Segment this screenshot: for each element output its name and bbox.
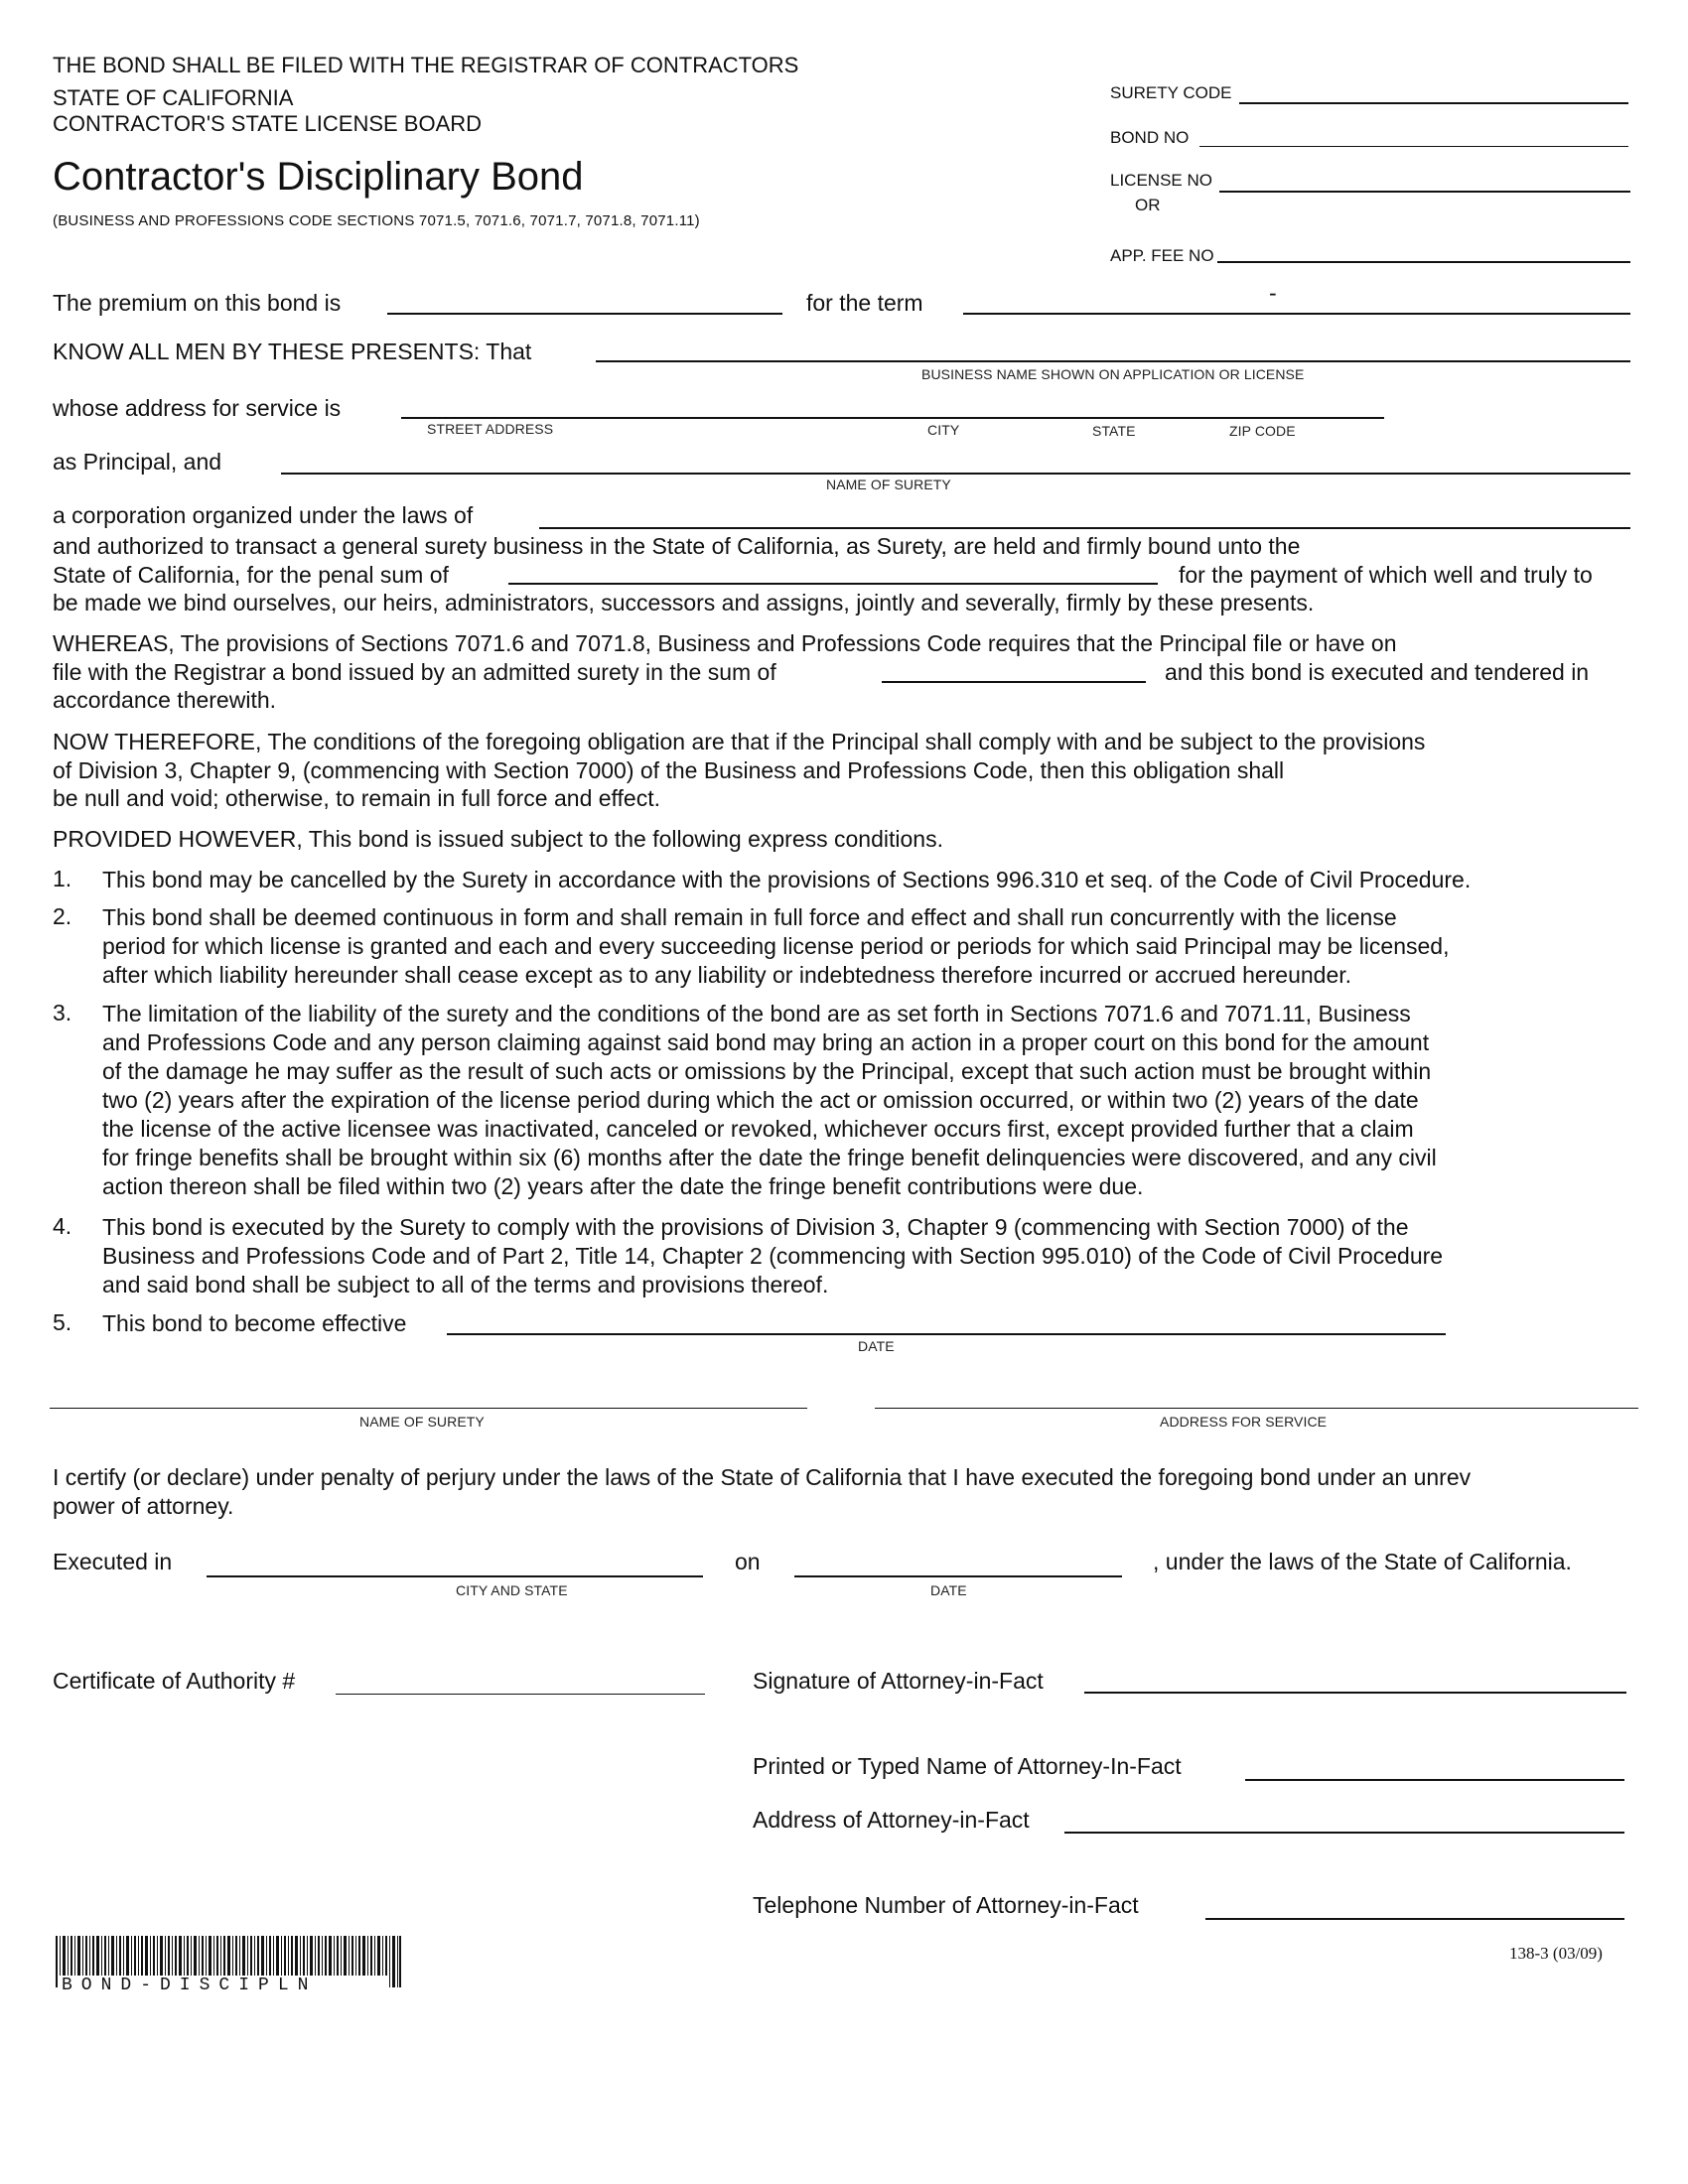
zip-code-caption: ZIP CODE [1229, 423, 1296, 439]
premium-label: The premium on this bond is [53, 290, 342, 316]
certificate-authority-label: Certificate of Authority # [53, 1668, 296, 1694]
term-dash: - [1269, 280, 1277, 306]
now-therefore-paragraph [53, 728, 1631, 813]
condition-3-line-6: for fringe benefits shall be brought within six (6) months after the date the fringe benefit delinquencies were discovered, and any civil [102, 1145, 1437, 1170]
address-label: whose address for service is [53, 395, 342, 421]
certificate-authority-field[interactable] [336, 1694, 705, 1695]
surety-name-signature-field[interactable] [50, 1408, 807, 1409]
attorney-printed-name-field[interactable] [1245, 1779, 1624, 1781]
license-no-field[interactable] [1219, 191, 1630, 193]
city-caption: CITY [927, 422, 960, 438]
condition-5-line-1: This bond to become effective [102, 1310, 407, 1336]
whereas-line-1: WHEREAS, The provisions of Sections 7071.6 and 7071.8, Business and Professions Code requires that the Principal file or have on [53, 630, 1397, 656]
condition-4 [102, 1213, 1631, 1299]
business-name-caption: BUSINESS NAME SHOWN ON APPLICATION OR LICENSE [921, 366, 1305, 382]
admitted-surety-sum-label: file with the Registrar a bond issued by an admitted surety in the sum of [53, 658, 776, 685]
condition-3-line-5: the license of the active licensee was inactivated, canceled or revoked, whichever occurs first, except provided further that a claim [102, 1116, 1414, 1142]
executed-date-field[interactable] [794, 1575, 1122, 1577]
certify-line-2: power of attorney. [53, 1492, 234, 1519]
executed-in-label: Executed in [53, 1549, 173, 1574]
condition-1-line-1: This bond may be cancelled by the Surety in accordance with the provisions of Sections 996.310 et seq. of the Code of Civil Procedure. [102, 867, 1472, 892]
license-no-label: LICENSE NO [1110, 171, 1212, 190]
principal-label: as Principal, and [53, 449, 222, 475]
term-field[interactable] [963, 313, 1630, 315]
address-for-service-caption: ADDRESS FOR SERVICE [1160, 1414, 1328, 1430]
code-sections: (BUSINESS AND PROFESSIONS CODE SECTIONS 7071.5, 7071.6, 7071.7, 7071.8, 7071.11) [53, 212, 700, 229]
on-label: on [735, 1549, 761, 1574]
condition-5-number: 5. [53, 1309, 72, 1335]
bond-no-field[interactable] [1199, 146, 1628, 147]
whereas-line-3: accordance therewith. [53, 687, 277, 713]
condition-1-number: 1. [53, 866, 72, 891]
bond-no-label: BOND NO [1110, 128, 1190, 147]
now-therefore-line-1: NOW THEREFORE, The conditions of the foregoing obligation are that if the Principal shall comply with and be subject to the provisions [53, 729, 1426, 754]
condition-2 [102, 903, 1631, 990]
executed-city-state-field[interactable] [207, 1575, 703, 1577]
certify-line-1: I certify (or declare) under penalty of perjury under the laws of the State of California that I have executed the foregoing bond under an unrev [53, 1464, 1472, 1490]
term-label: for the term [806, 290, 923, 316]
barcode-text: BOND-DISCIPLN [58, 1976, 389, 1995]
state-name: STATE OF CALIFORNIA [53, 85, 294, 110]
surety-name-signature-caption: NAME OF SURETY [359, 1414, 485, 1430]
know-all-label: KNOW ALL MEN BY THESE PRESENTS: That [53, 339, 532, 364]
corporation-paragraph [53, 532, 1631, 617]
effective-date-field[interactable] [447, 1333, 1446, 1335]
penal-sum-label: State of California, for the penal sum of [53, 561, 449, 588]
effective-date-caption: DATE [858, 1338, 895, 1354]
condition-3-line-3: of the damage he may suffer as the result of such acts or omissions by the Principal, except that such action must be brought within [102, 1058, 1432, 1084]
attorney-address-label: Address of Attorney-in-Fact [753, 1807, 1030, 1833]
surety-sum-field[interactable] [882, 681, 1146, 683]
condition-3-line-7: action thereon shall be filed within two (2) years after the date the fringe benefit contributions were due. [102, 1173, 1144, 1199]
condition-3 [102, 1000, 1631, 1201]
attorney-telephone-label: Telephone Number of Attorney-in-Fact [753, 1892, 1139, 1918]
corporation-laws-field[interactable] [539, 527, 1630, 529]
penal-sum-field[interactable] [508, 583, 1158, 585]
corporation-line-1: and authorized to transact a general surety business in the State of California, as Surety, are held and firmly bound unto the [53, 533, 1301, 559]
state-caption: STATE [1092, 423, 1136, 439]
whereas-line-2 [53, 658, 1631, 687]
attorney-signature-label: Signature of Attorney-in-Fact [753, 1668, 1044, 1694]
condition-3-line-2: and Professions Code and any person claiming against said bond may bring an action in a proper court on this bond for the amount [102, 1029, 1430, 1055]
or-label: OR [1135, 196, 1161, 214]
board-name: CONTRACTOR'S STATE LICENSE BOARD [53, 111, 483, 136]
executed-tendered-label: and this bond is executed and tendered in [1165, 658, 1590, 685]
now-therefore-line-2: of Division 3, Chapter 9, (commencing with Section 7000) of the Business and Professions Code, then this obligation shall [53, 756, 1285, 783]
form-number: 138-3 (03/09) [1509, 1944, 1603, 1963]
attorney-address-field[interactable] [1064, 1832, 1624, 1834]
surety-name-field[interactable] [281, 473, 1630, 475]
street-address-caption: STREET ADDRESS [427, 421, 554, 437]
condition-4-line-1: This bond is executed by the Surety to comply with the provisions of Division 3, Chapter 9 (commencing with Section 7000) of the [102, 1214, 1409, 1240]
surety-name-caption: NAME OF SURETY [826, 477, 951, 492]
condition-2-line-3: after which liability hereunder shall cease except as to any liability or indebtedness therefore incurred or accrued hereunder. [102, 962, 1352, 988]
attorney-telephone-field[interactable] [1205, 1918, 1624, 1920]
app-fee-no-label: APP. FEE NO [1110, 246, 1214, 265]
laws-of-california-label: , under the laws of the State of California. [1153, 1549, 1572, 1574]
executed-date-caption: DATE [930, 1582, 967, 1598]
surety-code-field[interactable] [1239, 102, 1628, 104]
address-field[interactable] [401, 417, 1384, 419]
condition-3-line-1: The limitation of the liability of the surety and the conditions of the bond are as set forth in Sections 7071.6 and 7071.11, Business [102, 1001, 1411, 1026]
business-name-field[interactable] [596, 360, 1630, 362]
condition-3-line-4: two (2) years after the expiration of the license period during which the act or omission occurred, or within two (2) years of the date [102, 1087, 1419, 1113]
condition-2-number: 2. [53, 903, 72, 929]
page-title: Contractor's Disciplinary Bond [53, 155, 584, 199]
condition-4-line-3: and said bond shall be subject to all of the terms and provisions thereof. [102, 1272, 829, 1297]
whereas-paragraph [53, 629, 1631, 715]
condition-4-line-2: Business and Professions Code and of Part 2, Title 14, Chapter 2 (commencing with Section 995.010) of the Code of Civil Procedure [102, 1243, 1444, 1269]
corporation-label: a corporation organized under the laws of [53, 502, 474, 528]
now-therefore-line-3: be null and void; otherwise, to remain in full force and effect. [53, 785, 660, 811]
condition-2-line-1: This bond shall be deemed continuous in form and shall remain in full force and effect and shall run concurrently with the license [102, 904, 1397, 930]
corporation-line-3: be made we bind ourselves, our heirs, administrators, successors and assigns, jointly and severally, firmly by these presents. [53, 590, 1315, 615]
city-state-caption: CITY AND STATE [456, 1582, 568, 1598]
address-for-service-field[interactable] [875, 1408, 1638, 1409]
condition-3-number: 3. [53, 1000, 72, 1025]
attorney-signature-field[interactable] [1084, 1692, 1626, 1694]
certify-paragraph [53, 1463, 1631, 1520]
filing-instruction: THE BOND SHALL BE FILED WITH THE REGISTRAR OF CONTRACTORS [53, 53, 799, 77]
payment-label: for the payment of which well and truly to [1179, 561, 1593, 588]
condition-2-line-2: period for which license is granted and each and every succeeding license period or periods for which said Principal may be licensed, [102, 933, 1450, 959]
premium-field[interactable] [387, 313, 782, 315]
surety-code-label: SURETY CODE [1110, 83, 1232, 102]
app-fee-no-field[interactable] [1217, 261, 1630, 263]
provided-however: PROVIDED HOWEVER, This bond is issued subject to the following express conditions. [53, 826, 943, 852]
attorney-printed-name-label: Printed or Typed Name of Attorney-In-Fact [753, 1753, 1182, 1779]
condition-1 [102, 866, 1631, 894]
condition-4-number: 4. [53, 1213, 72, 1239]
